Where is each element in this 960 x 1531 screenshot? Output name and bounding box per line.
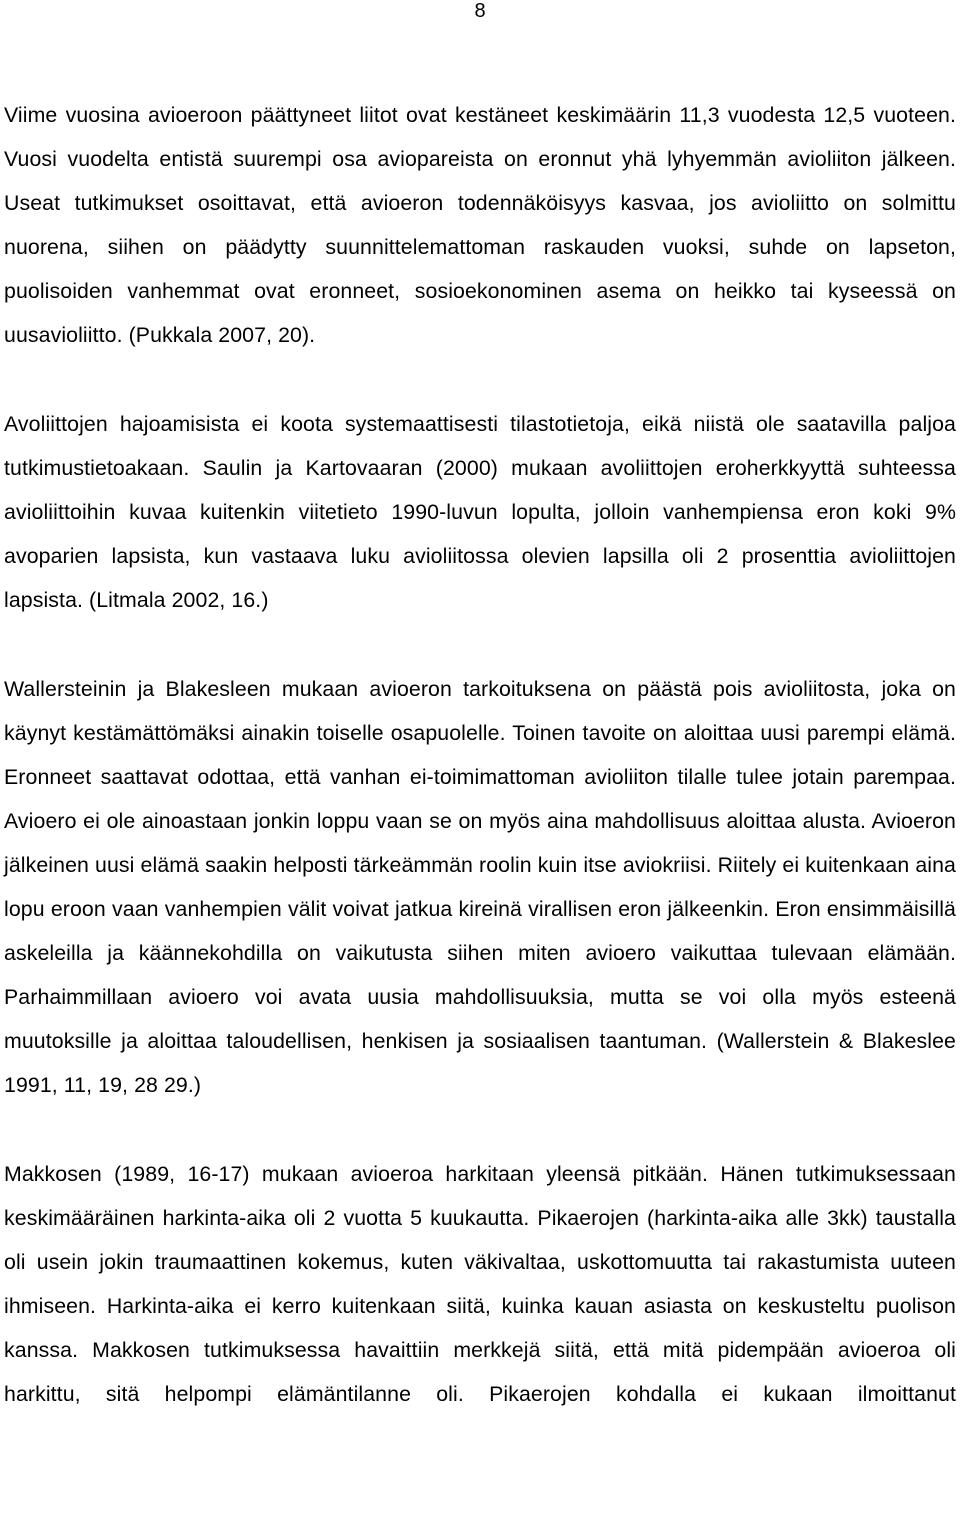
paragraph-purpose-of-divorce: Wallersteinin ja Blakesleen mukaan avioeron tarkoituksena on päästä pois avioliitosta, joka on käynyt kestämättömäksi ainakin toiselle osapuolelle. Toinen tavoite on aloittaa uusi parempi elämä. Eronneet saattavat odottaa, että vanhan ei-toimimattoman avioliiton tilalle tulee jotain parempaa. Avioero ei ole ainoastaan jonkin loppu vaan se on myös aina mahdollisuus aloittaa alusta. Avioeron jälkeinen uusi elämä saakin helposti tärkeämmän roolin kuin itse aviokriisi. Riitely ei kuitenkaan aina lopu eroon vaan vanhempien välit voivat jatkua kireinä virallisen eron jälkeenkin. Eron ensimmäisillä askeleilla ja käännekohdilla on vaikutusta siihen miten avioero vaikuttaa tulevaan elämään. Parhaimmillaan avioero voi avata uusia mahdollisuuksia, mutta se voi olla myös esteenä muutoksille ja aloittaa taloudellisen, henkisen ja sosiaalisen taantuman. (Wallerstein & Blakeslee 1991, 11, 19, 28 29.) [4,677,956,1097]
paragraph-cohabitation-breakups: Avoliittojen hajoamisista ei koota systemaattisesti tilastotietoja, eikä niistä ole saatavilla paljoa tutkimustietoakaan. Saulin ja Kartovaaran (2000) mukaan avoliittojen eroherkkyyttä suhteessa avioliittoihin kuvaa kuitenkin viitetieto 1990-luvun lopulta, jolloin vanhempiensa eron koki 9% avoparien lapsista, kun vastaava luku avioliitossa olevien lapsilla oli 2 prosenttia avioliittojen lapsista. (Litmala 2002, 16.) [4,412,956,612]
paragraph-divorce-consideration: Makkosen (1989, 16-17) mukaan avioeroa harkitaan yleensä pitkään. Hänen tutkimuksessaan keskimääräinen harkinta-aika oli 2 vuotta 5 kuukautta. Pikaerojen (harkinta-aika alle 3kk) taustalla oli usein jokin traumaattinen kokemus, kuten väkivaltaa, uskottomuutta tai rakastumista uuteen ihmiseen. Harkinta-aika ei kerro kuitenkaan siitä, kuinka kauan asiasta on keskusteltu puolison kanssa. Makkosen tutkimuksessa havaittiin merkkejä siitä, että mitä pidempään avioeroa oli harkittu, sitä helpompi elämäntilanne oli. Pikaerojen kohdalla ei kukaan ilmoittanut [4,1162,956,1406]
paragraph-divorce-statistics: Viime vuosina avioeroon päättyneet liitot ovat kestäneet keskimäärin 11,3 vuodesta 12,5 vuoteen. Vuosi vuodelta entistä suurempi osa aviopareista on eronnut yhä lyhyemmän avioliiton jälkeen. Useat tutkimukset osoittavat, että avioeron todennäköisyys kasvaa, jos avioliitto on solmittu nuorena, siihen on päädytty suunnittelemattoman raskauden vuoksi, suhde on lapseton, puolisoiden vanhemmat ovat eronneet, sosioekonominen asema on heikko tai kyseessä on uusavioliitto. (Pukkala 2007, 20). [4,103,956,347]
document-body [4,93,956,1416]
page-number: 8 [474,0,486,22]
